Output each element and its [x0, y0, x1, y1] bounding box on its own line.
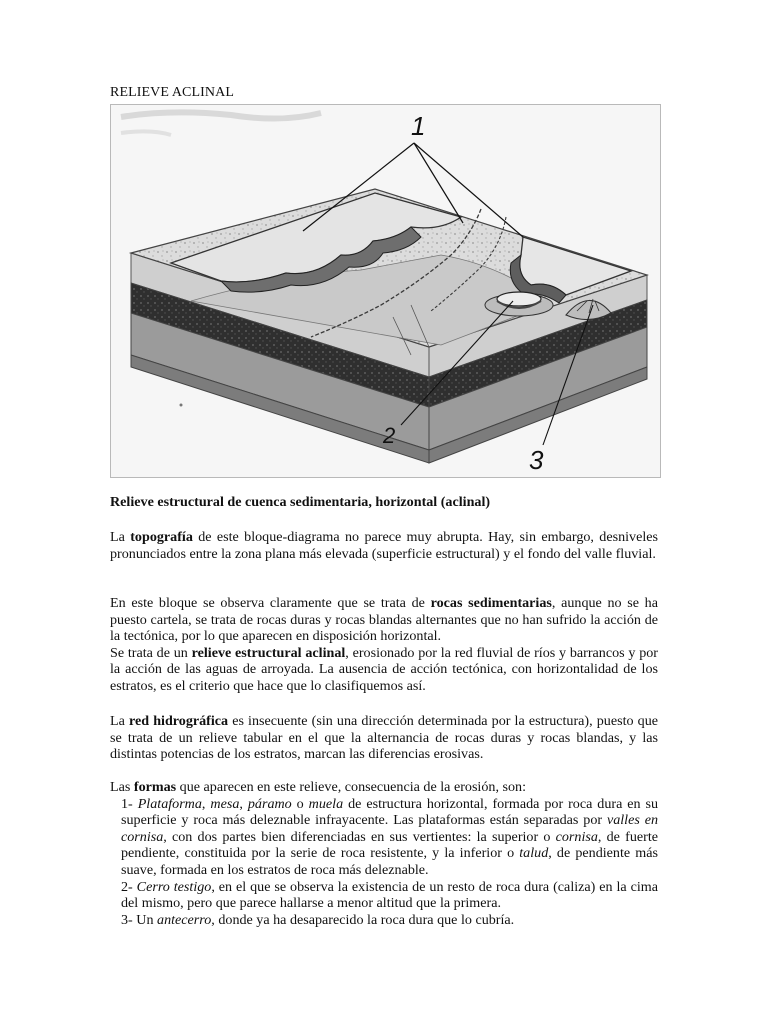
sentence-relieve-aclinal: Se trata de un relieve estructural aclinal, erosionado por la red fluvial de ríos y barrancos y por la acción de las aguas de arroyada. La ausencia de acción tectónica, con horizontalidad de los estratos, es el criterio que hace que lo clasifiquemos así. [110, 644, 659, 694]
figure-label-1: 1 [411, 111, 426, 141]
paragraph-rocas [110, 595, 658, 695]
list-item-plataforma: 1- Plataforma, mesa, páramo o muela de estructura horizontal, formada por roca dura en su superficie y roca más deleznable infrayacente. Las plataformas están separadas por valles en cornisa, con dos partes bien diferenciadas en sus vertientes: la superior o cornisa, de fuerte pendiente, constituida por la serie de roca resistente, y la inferior o talud, de pendiente más suave, formada en los estratos de roca más deleznable. [121, 795, 659, 878]
paragraph-topografia: La topografía de este bloque-diagrama no parece muy abrupta. Hay, sin embargo, desniveles pronunciados entre la zona plana más elevada (superficie estructural) y el fondo del valle fluvial. [110, 529, 658, 562]
term-rocas-sedimentarias: rocas sedimentarias [430, 595, 552, 611]
block-diagram-figure [110, 104, 661, 478]
page-title: RELIEVE ACLINAL [110, 85, 234, 100]
term-topografia: topografía [130, 529, 193, 545]
figure-caption: Relieve estructural de cuenca sedimentaria, horizontal (aclinal) [110, 494, 491, 510]
paragraph-red-hidrografica: La red hidrográfica es insecuente (sin una dirección determinada por la estructura), puesto que se trata de un relieve tabular en el que la alternancia de rocas duras y rocas blandas, y las distintas potencias de los estratos, marcan las diferencias erosivas. [110, 713, 658, 763]
term-relieve-estructural-aclinal: relieve estructural aclinal [191, 644, 346, 661]
list-item-antecerro: 3- Un antecerro, donde ya ha desaparecido la roca dura que lo cubría. [121, 911, 515, 928]
paragraph-formas [110, 779, 658, 928]
sentence-rocas-sedimentarias: En este bloque se observa claramente que se trata de rocas sedimentarias, aunque no se ha puesto cartela, se trata de rocas duras y rocas blandas alternantes que no han sufrido la acción de la tectónica, por lo que aparecen en disposición horizontal. [110, 595, 658, 645]
figure-label-3: 3 [529, 445, 544, 475]
term-red-hidrografica: red hidrográfica [128, 713, 229, 729]
block-diagram-illustration [111, 105, 660, 477]
formas-intro: Las formas que aparecen en este relieve, consecuencia de la erosión, son: [110, 779, 526, 795]
term-formas: formas [133, 779, 177, 795]
figure-label-2: 2 [383, 423, 396, 448]
list-item-cerro-testigo: 2- Cerro testigo, en el que se observa la existencia de un resto de roca dura (caliza) en la cima del mismo, pero que parece hallarse a menor altitud que la primera. [121, 878, 658, 912]
